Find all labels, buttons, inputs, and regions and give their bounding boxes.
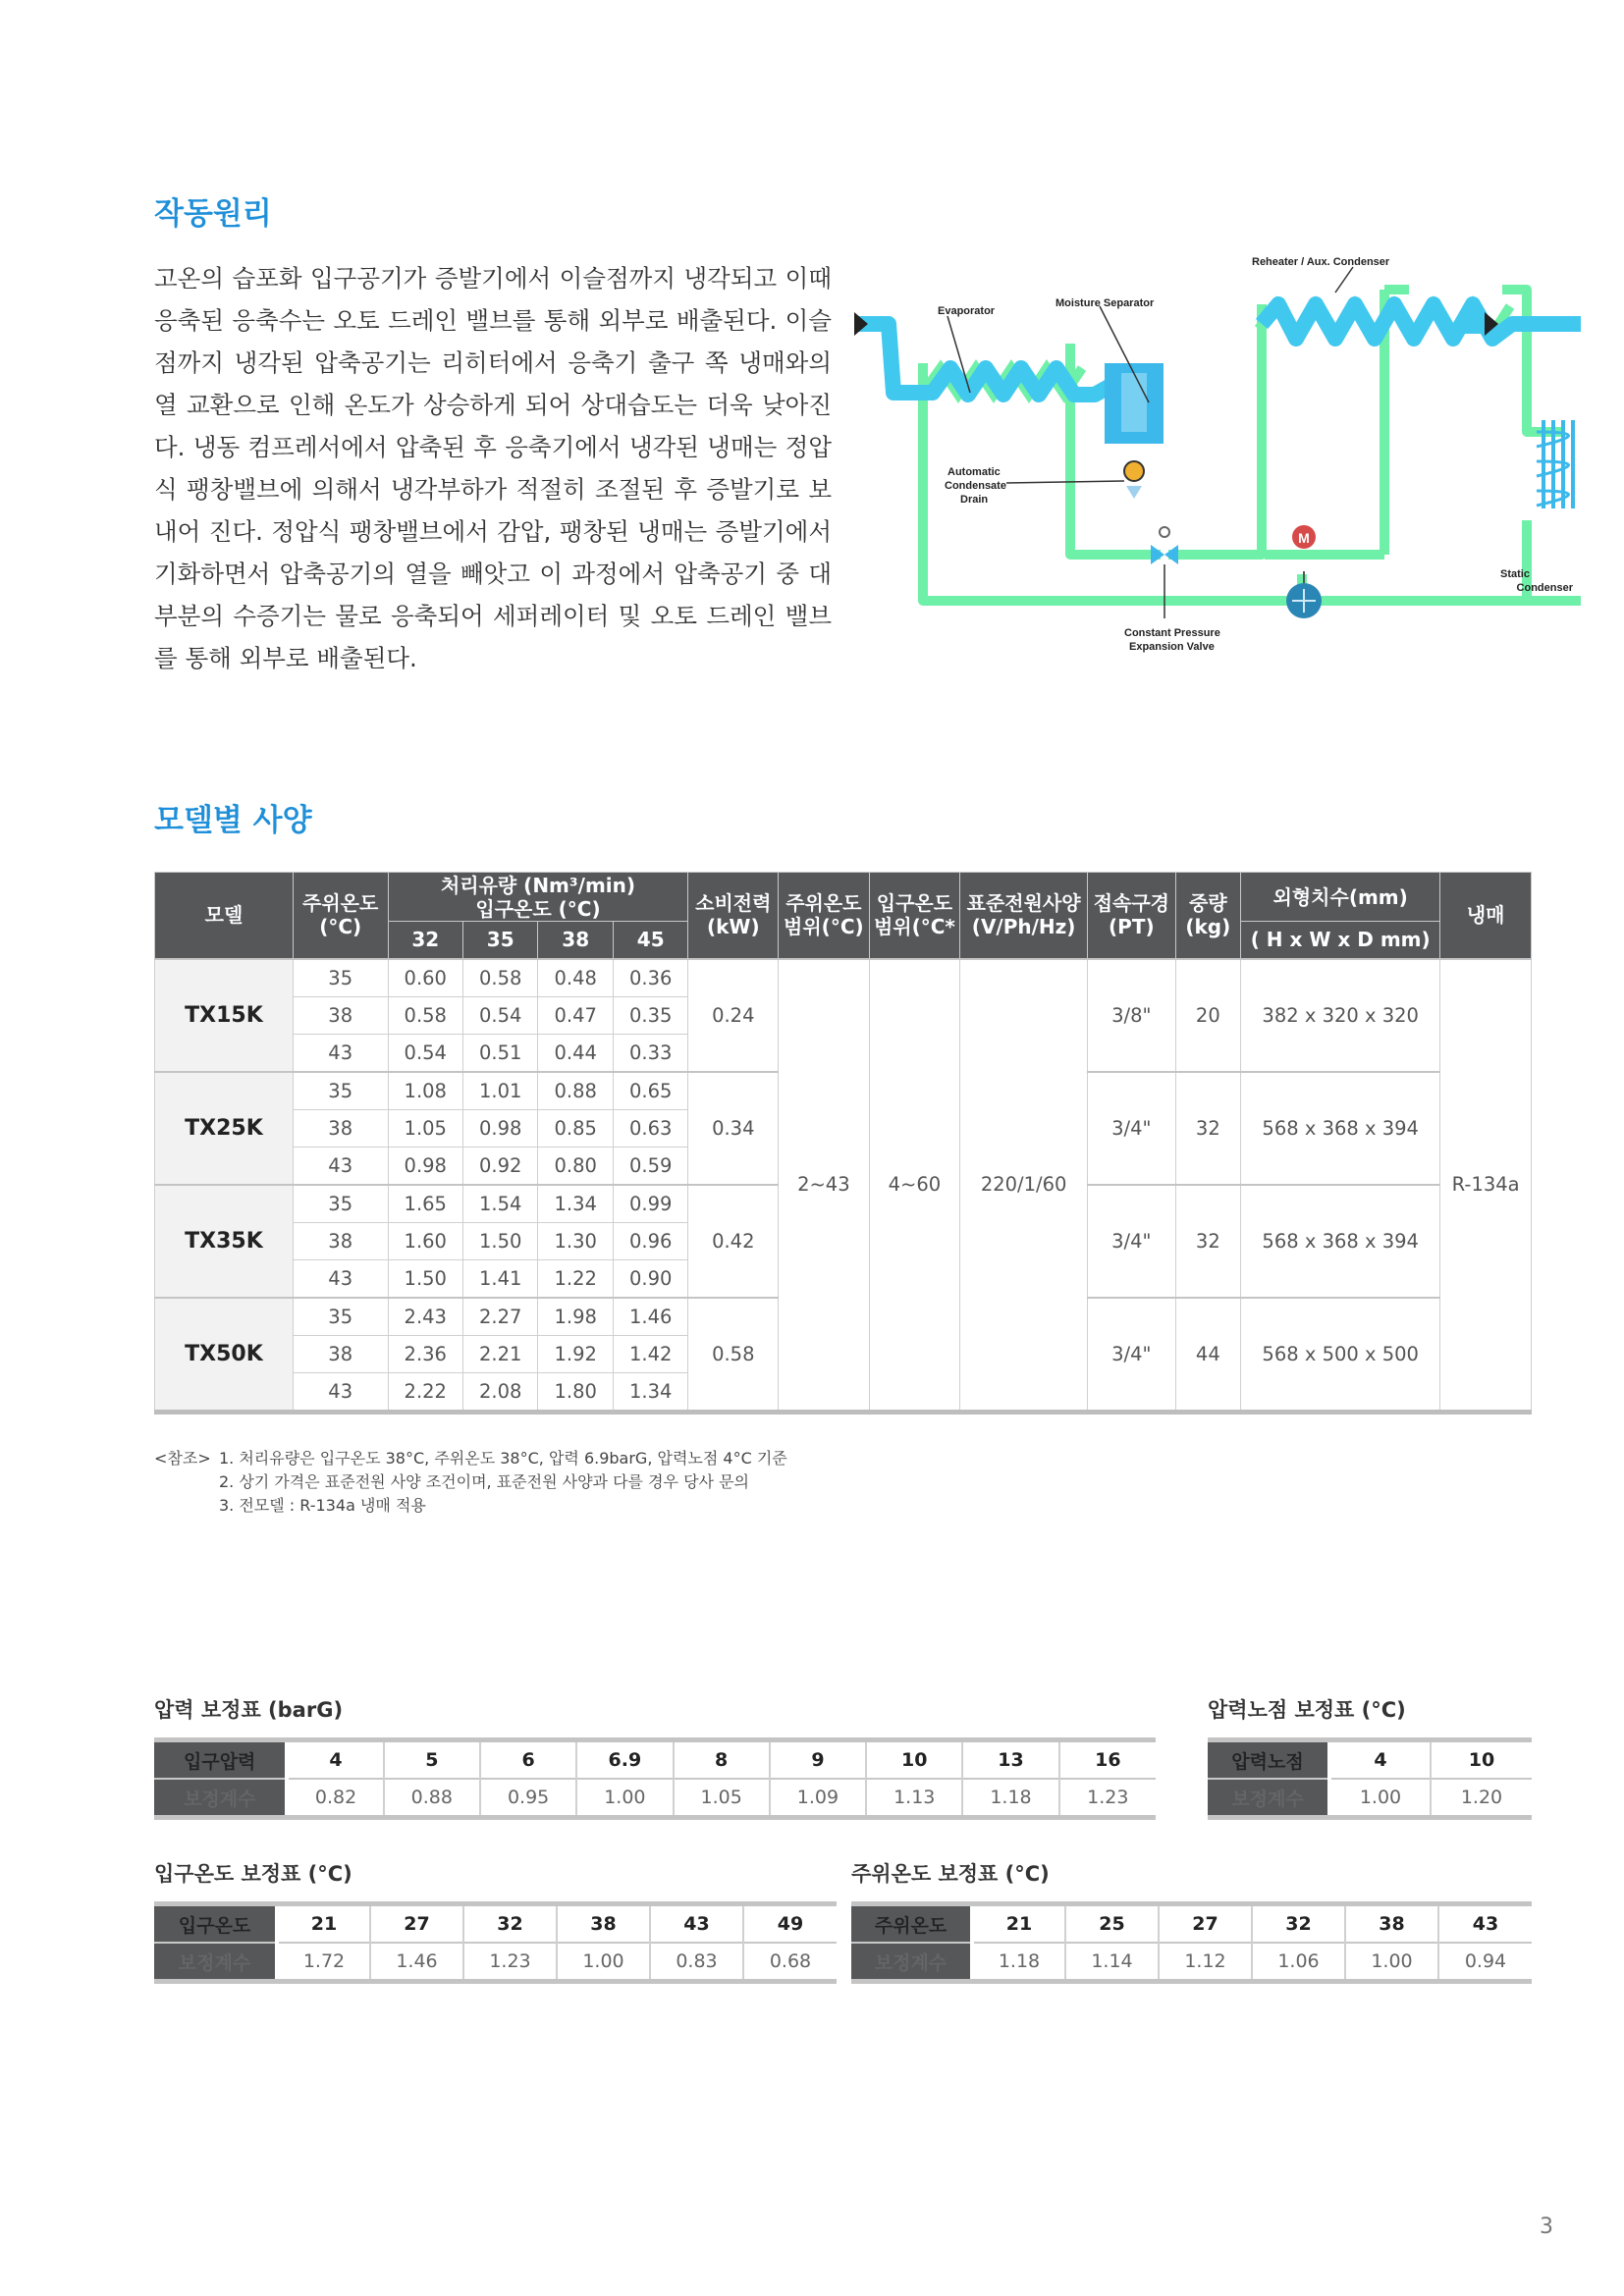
header-power: 소비전력 (kW) [688, 873, 779, 959]
row-label: 입구압력 [154, 1740, 287, 1780]
cell-flow: 0.59 [613, 1147, 688, 1185]
cell-flow: 2.22 [388, 1372, 462, 1412]
drain-drop-icon [1126, 486, 1142, 499]
model-name: TX15K [155, 959, 294, 1072]
cell-flow: 1.05 [388, 1109, 462, 1147]
cell-factor: 0.68 [743, 1943, 837, 1982]
cell-factor: 1.12 [1159, 1943, 1252, 1982]
cell-flow: 1.34 [538, 1185, 613, 1223]
cell-flow: 0.33 [613, 1034, 688, 1072]
cell-value: 25 [1065, 1904, 1159, 1944]
cell-value: 8 [674, 1740, 770, 1780]
cell-flow: 0.96 [613, 1222, 688, 1259]
cell-value: 27 [370, 1904, 463, 1944]
cell-inlet-range: 4~60 [869, 959, 960, 1413]
cell-ambient: 43 [293, 1372, 388, 1412]
cell-factor: 0.95 [480, 1779, 576, 1818]
cell-flow: 0.44 [538, 1034, 613, 1072]
ambient-table-title: 주위온도 보정표 (°C) [851, 1862, 1050, 1886]
cell-flow: 1.54 [462, 1185, 537, 1223]
cell-factor: 1.46 [370, 1943, 463, 1982]
row-label: 보정계수 [1208, 1779, 1329, 1818]
cell-power: 0.42 [688, 1185, 779, 1298]
ambient-correction-table [851, 1901, 1532, 1984]
cell-flow: 0.98 [462, 1109, 537, 1147]
cell-flow: 0.48 [538, 959, 613, 997]
model-spec-table [154, 872, 1532, 1415]
row-label: 보정계수 [154, 1943, 277, 1982]
model-name: TX25K [155, 1072, 294, 1185]
cell-flow: 1.98 [538, 1298, 613, 1336]
cell-ambient: 35 [293, 1185, 388, 1223]
cell-factor: 0.83 [650, 1943, 743, 1982]
row-label: 보정계수 [851, 1943, 972, 1982]
cell-factor: 1.23 [463, 1943, 557, 1982]
cell-ambient: 38 [293, 1222, 388, 1259]
cell-ambient: 35 [293, 959, 388, 997]
operation-description: 고온의 습포화 입구공기가 증발기에서 이슬점까지 냉각되고 이때 응축된 응축수는 오토 드레인 밸브를 통해 외부로 배출된다. 이슬점까지 냉각된 압축공기는 리히터에서 응축기 출구 쪽 냉매와의 열 교환으로 인해 온도가 상승하게 되어 상대습도는 더욱 낮아진다. 냉동 컴프레서에서 압축된 후 응축기에서 냉각된 냉매는 정압식 팽창밸브에 의해서 냉각부하가 적절히 조절된 후 증발기로 보내어 진다. 정압식 팽창밸브에서 감압, 팽창된 냉매는 증발기에서 기화하면서 압축공기의 열을 빼앗고 이 과정에서 압축공기 중 대부분의 수증기는 물로 응축되어 세퍼레이터 및 오토 드레인 밸브를 통해 외부로 배출된다. [154, 264, 832, 672]
cell-weight: 44 [1175, 1298, 1240, 1413]
label-valve-2: Expansion Valve [1129, 641, 1215, 653]
cell-factor: 1.00 [557, 1943, 650, 1982]
cell-value: 4 [1329, 1740, 1431, 1780]
cell-flow: 1.42 [613, 1335, 688, 1372]
cell-ambient: 38 [293, 996, 388, 1034]
cell-flow: 0.92 [462, 1147, 537, 1185]
cell-flow: 1.08 [388, 1072, 462, 1110]
cell-flow: 0.98 [388, 1147, 462, 1185]
cell-weight: 32 [1175, 1072, 1240, 1185]
cell-value: 6 [480, 1740, 576, 1780]
cell-flow: 0.58 [462, 959, 537, 997]
cell-flow: 1.22 [538, 1259, 613, 1298]
cell-flow: 0.65 [613, 1072, 688, 1110]
cell-flow: 1.50 [462, 1222, 537, 1259]
label-moisture-separator: Moisture Separator [1056, 297, 1155, 309]
cell-value: 5 [384, 1740, 480, 1780]
label-drain-2: Condensate [945, 480, 1006, 492]
cell-flow: 0.35 [613, 996, 688, 1034]
cell-value: 9 [770, 1740, 866, 1780]
motor-label: M [1298, 530, 1310, 546]
cell-factor: 1.72 [277, 1943, 370, 1982]
cell-factor: 1.20 [1431, 1779, 1532, 1818]
cell-factor: 1.06 [1252, 1943, 1345, 1982]
label-valve-1: Constant Pressure [1124, 627, 1220, 639]
cell-factor: 0.88 [384, 1779, 480, 1818]
inlet-table-title: 입구온도 보정표 (°C) [154, 1862, 352, 1886]
header-inlet-range: 입구온도 범위(°C* [869, 873, 960, 959]
cell-factor: 1.18 [962, 1779, 1058, 1818]
pressure-correction-table [154, 1737, 1156, 1820]
table-row [155, 959, 1532, 997]
cell-flow: 0.85 [538, 1109, 613, 1147]
cell-factor: 1.00 [1345, 1943, 1438, 1982]
cell-flow: 0.63 [613, 1109, 688, 1147]
inlet-correction-table [154, 1901, 837, 1984]
cell-flow: 0.88 [538, 1072, 613, 1110]
cell-flow: 1.80 [538, 1372, 613, 1412]
row-label: 보정계수 [154, 1779, 287, 1818]
cell-ambient: 43 [293, 1147, 388, 1185]
cell-flow: 1.65 [388, 1185, 462, 1223]
cell-flow: 1.92 [538, 1335, 613, 1372]
row-label: 입구온도 [154, 1904, 277, 1944]
cell-flow: 0.54 [388, 1034, 462, 1072]
note-line: 2. 상기 가격은 표준전원 사양 조건이며, 표준전원 사양과 다를 경우 당사 문의 [219, 1472, 749, 1491]
cell-flow: 1.41 [462, 1259, 537, 1298]
cell-value: 38 [1345, 1904, 1438, 1944]
expansion-valve-icon [1151, 545, 1164, 564]
cell-factor: 1.23 [1059, 1779, 1156, 1818]
cell-flow: 2.36 [388, 1335, 462, 1372]
row-label: 주위온도 [851, 1904, 972, 1944]
cell-ambient: 35 [293, 1072, 388, 1110]
cell-flow: 1.01 [462, 1072, 537, 1110]
auto-drain-icon [1124, 461, 1144, 481]
label-static-1: Static [1500, 568, 1530, 580]
cell-value: 10 [1431, 1740, 1532, 1780]
section-title-specs: 모델별 사양 [154, 803, 312, 838]
cell-flow: 0.54 [462, 996, 537, 1034]
header-flow: 처리유량 (Nm³/min) 입구온도 (°C) [388, 873, 688, 922]
label-evaporator: Evaporator [938, 305, 996, 317]
cell-ambient: 43 [293, 1259, 388, 1298]
row-label: 압력노점 [1208, 1740, 1329, 1780]
cell-value: 43 [650, 1904, 743, 1944]
cell-dimensions: 382 x 320 x 320 [1241, 959, 1440, 1072]
cell-flow: 0.80 [538, 1147, 613, 1185]
section-title-operation: 작동원리 [154, 196, 272, 232]
cell-value: 21 [972, 1904, 1065, 1944]
cell-flow: 1.30 [538, 1222, 613, 1259]
label-drain-3: Drain [960, 494, 989, 506]
cell-ambient: 38 [293, 1335, 388, 1372]
header-flow-temp: 38 [538, 922, 613, 959]
cell-flow: 1.46 [613, 1298, 688, 1336]
cell-weight: 20 [1175, 959, 1240, 1072]
pressure-table-title: 압력 보정표 (barG) [154, 1698, 344, 1722]
cell-factor: 1.18 [972, 1943, 1065, 1982]
label-drain-1: Automatic [947, 466, 1001, 478]
cell-flow: 2.21 [462, 1335, 537, 1372]
cell-ambient: 35 [293, 1298, 388, 1336]
cell-flow: 0.51 [462, 1034, 537, 1072]
cell-weight: 32 [1175, 1185, 1240, 1298]
cell-factor: 1.00 [1329, 1779, 1431, 1818]
cell-value: 16 [1059, 1740, 1156, 1780]
cell-factor: 0.82 [287, 1779, 383, 1818]
cell-connection: 3/4" [1088, 1298, 1176, 1413]
cell-flow: 1.50 [388, 1259, 462, 1298]
cell-ambient: 38 [293, 1109, 388, 1147]
cell-flow: 1.34 [613, 1372, 688, 1412]
cell-flow: 0.60 [388, 959, 462, 997]
dryer-flow-diagram [854, 245, 1581, 677]
inlet-arrow-icon [854, 312, 868, 336]
header-flow-temp: 32 [388, 922, 462, 959]
cell-dimensions: 568 x 500 x 500 [1241, 1298, 1440, 1413]
cell-ambient-range: 2~43 [779, 959, 870, 1413]
cell-flow: 0.99 [613, 1185, 688, 1223]
header-ambient-range: 주위온도 범위(°C) [779, 873, 870, 959]
note-line: 1. 처리유량은 입구온도 38°C, 주위온도 38°C, 압력 6.9barG, 압력노점 4°C 기준 [219, 1449, 787, 1468]
label-reheater: Reheater / Aux. Condenser [1252, 256, 1390, 268]
header-ambient: 주위온도 (°C) [293, 873, 388, 959]
cell-dimensions: 568 x 368 x 394 [1241, 1185, 1440, 1298]
cell-value: 32 [1252, 1904, 1345, 1944]
cell-flow: 0.47 [538, 996, 613, 1034]
cell-refrigerant: R-134a [1440, 959, 1532, 1413]
header-dimensions: 외형치수(mm) [1241, 873, 1440, 922]
cell-value: 32 [463, 1904, 557, 1944]
cell-value: 43 [1438, 1904, 1532, 1944]
cell-factor: 1.05 [674, 1779, 770, 1818]
cell-flow: 2.08 [462, 1372, 537, 1412]
dewpoint-correction-table [1208, 1737, 1532, 1820]
cell-connection: 3/8" [1088, 959, 1176, 1072]
header-power-supply: 표준전원사양 (V/Ph/Hz) [960, 873, 1088, 959]
header-connection: 접속구경 (PT) [1088, 873, 1176, 959]
outlet-duct [1463, 314, 1485, 334]
cell-flow: 2.43 [388, 1298, 462, 1336]
model-name: TX50K [155, 1298, 294, 1413]
notes-label: <참조> [154, 1449, 211, 1468]
cell-value: 4 [287, 1740, 383, 1780]
cell-power: 0.34 [688, 1072, 779, 1185]
cell-factor: 0.94 [1438, 1943, 1532, 1982]
cell-value: 21 [277, 1904, 370, 1944]
header-refrigerant: 냉매 [1440, 873, 1532, 959]
header-dimensions-unit: ( H x W x D mm) [1241, 922, 1440, 959]
cell-power: 0.58 [688, 1298, 779, 1413]
header-model: 모델 [155, 873, 294, 959]
cell-connection: 3/4" [1088, 1072, 1176, 1185]
cell-flow: 0.90 [613, 1259, 688, 1298]
cell-value: 10 [866, 1740, 962, 1780]
cell-value: 49 [743, 1904, 837, 1944]
cell-flow: 2.27 [462, 1298, 537, 1336]
cell-value: 38 [557, 1904, 650, 1944]
cell-value: 13 [962, 1740, 1058, 1780]
cell-flow: 0.58 [388, 996, 462, 1034]
cell-connection: 3/4" [1088, 1185, 1176, 1298]
cell-flow: 0.36 [613, 959, 688, 997]
cell-factor: 1.00 [576, 1779, 673, 1818]
label-static-2: Condenser [1516, 582, 1573, 594]
cell-value: 27 [1159, 1904, 1252, 1944]
cell-dimensions: 568 x 368 x 394 [1241, 1072, 1440, 1185]
dewpoint-table-title: 압력노점 보정표 (°C) [1208, 1698, 1406, 1722]
model-name: TX35K [155, 1185, 294, 1298]
note-line: 3. 전모델 : R-134a 냉매 적용 [219, 1496, 426, 1515]
cell-factor: 1.13 [866, 1779, 962, 1818]
cell-value: 6.9 [576, 1740, 673, 1780]
header-flow-temp: 35 [462, 922, 537, 959]
cell-power: 0.24 [688, 959, 779, 1072]
cell-ambient: 43 [293, 1034, 388, 1072]
cell-power-supply: 220/1/60 [960, 959, 1088, 1413]
page-number: 3 [1540, 2215, 1553, 2239]
cell-factor: 1.09 [770, 1779, 866, 1818]
cell-flow: 1.60 [388, 1222, 462, 1259]
static-condenser [1537, 420, 1581, 508]
header-weight: 중량 (kg) [1175, 873, 1240, 959]
cell-factor: 1.14 [1065, 1943, 1159, 1982]
header-flow-temp: 45 [613, 922, 688, 959]
